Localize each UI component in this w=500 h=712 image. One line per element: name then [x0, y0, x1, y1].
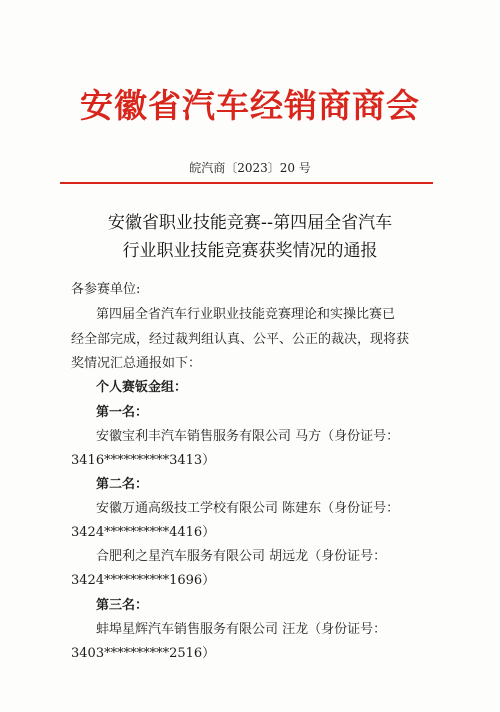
- intro-line-2: 经全部完成，经过裁判组认真、公平、公正的裁决，现将获: [71, 332, 410, 347]
- second-place-entry-1-line-2: 3424**********4416）: [71, 525, 216, 540]
- red-divider-line: [60, 182, 433, 184]
- first-place-entry-1-line-2: 3416**********3413）: [71, 453, 216, 468]
- first-place-entry-1-line-1: 安徽宝利丰汽车销售服务有限公司 马方（身份证号：: [96, 429, 400, 444]
- third-place-label: 第三名：: [96, 598, 149, 613]
- second-place-entry-1-line-1: 安徽万通高级技工学校有限公司 陈建东（身份证号：: [96, 501, 400, 516]
- second-place-entry-2-line-1: 合肥利之星汽车服务有限公司 胡远龙（身份证号：: [96, 549, 387, 564]
- intro-line-1: 第四届全省汽车行业职业技能竞赛理论和实操比赛已: [96, 307, 396, 322]
- salutation: 各参赛单位:: [71, 282, 141, 297]
- second-place-label: 第二名：: [96, 477, 149, 492]
- document-number: 皖汽商〔2023〕20 号: [189, 161, 311, 175]
- document-title-line-1: 安徽省职业技能竞赛--第四届全省汽车: [107, 213, 393, 233]
- organization-letterhead: 安徽省汽车经销商商会: [80, 86, 420, 125]
- document-title-line-2: 行业职业技能竞赛获奖情况的通报: [122, 241, 378, 261]
- intro-line-3: 奖情况汇总通报如下：: [71, 356, 202, 371]
- first-place-label: 第一名：: [96, 405, 149, 420]
- second-place-entry-2-line-2: 3424**********1696）: [71, 573, 216, 588]
- third-place-entry-1-line-1: 蚌埠星辉汽车销售服务有限公司 汪龙（身份证号：: [96, 622, 387, 637]
- third-place-entry-1-line-2: 3403**********2516）: [71, 646, 216, 661]
- group-title: 个人赛钣金组：: [96, 380, 188, 395]
